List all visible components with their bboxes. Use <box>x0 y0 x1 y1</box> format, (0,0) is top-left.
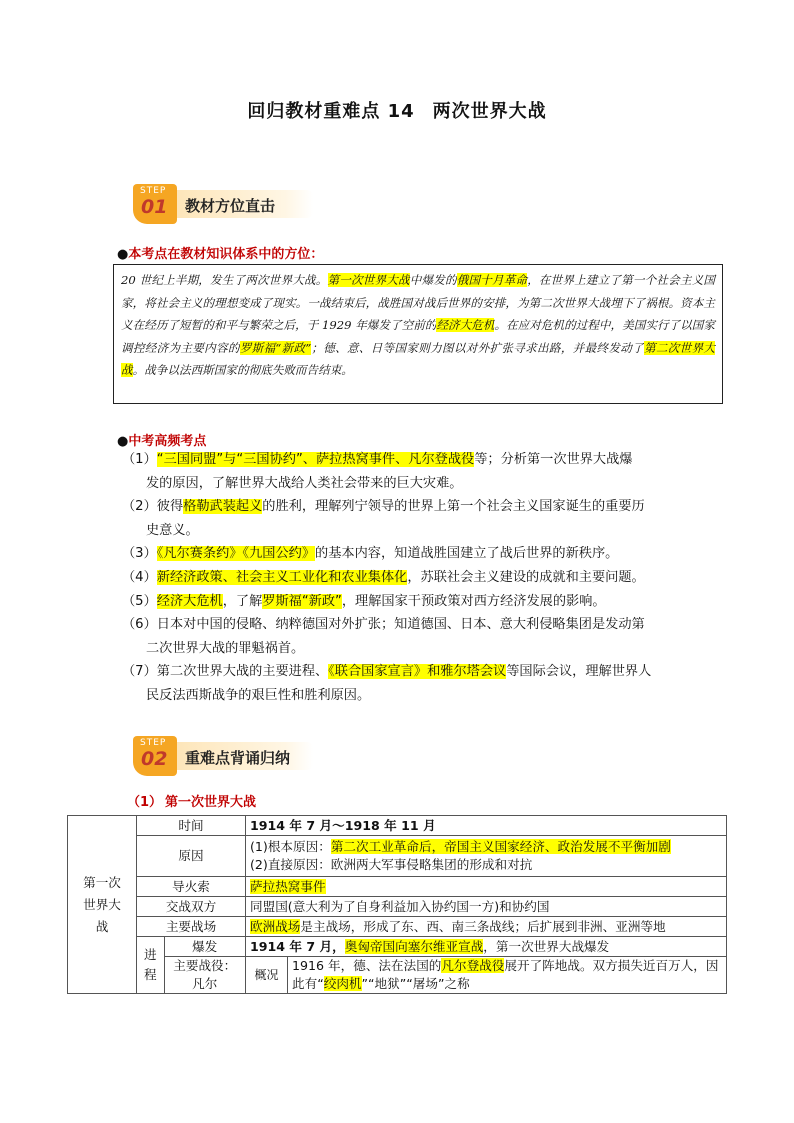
time-value: 1914 年 7 月～1918 年 11 月 <box>246 816 727 836</box>
fuse-value: 萨拉热窝事件 <box>250 878 326 894</box>
highlight: 凡尔登战役 <box>441 958 505 973</box>
highlight: 《联合国家宣言》和雅尔塔会议 <box>328 664 507 680</box>
text: 彼得 <box>156 499 184 515</box>
text: 民反法西斯战争的艰巨性和胜利原因。 <box>146 687 371 703</box>
text: ；德、意、日等国家则力图以对外扩张寻求出路，并最终发动了 <box>311 340 644 355</box>
list-item <box>122 566 702 590</box>
fuse-label: 导火索 <box>137 877 246 897</box>
step-number: 01 <box>141 196 168 218</box>
table-row <box>68 836 727 877</box>
row-head: 第一次世界大战 <box>83 874 121 934</box>
text: (1)根本原因： <box>250 839 331 854</box>
table-row <box>68 816 727 836</box>
fuse-value-cell <box>246 877 727 897</box>
highlight: “三国同盟”与“三国协约”、萨拉热窝事件、凡尔登战役 <box>156 452 475 467</box>
item-number: （3） <box>122 546 157 562</box>
list-item-cont <box>122 519 702 543</box>
text: 史意义。 <box>146 522 199 538</box>
cause-1 <box>250 838 722 856</box>
item-number: （7） <box>122 664 157 680</box>
highlight: 第二次世界大战 <box>121 340 715 378</box>
text: 中爆发的 <box>409 273 457 287</box>
highlight: 俄国十月革命 <box>456 273 528 287</box>
table-row <box>68 917 727 937</box>
position-heading-text: 本考点在教材知识体系中的方位： <box>128 247 324 262</box>
text: 展开了阵地战。双方损失近百万人，因此有“ <box>292 958 719 991</box>
overview-value <box>288 957 727 994</box>
freq-heading <box>117 430 206 449</box>
item-number: （5） <box>122 593 157 609</box>
text: 日本对中国的侵略、纳粹德国对外扩张；知道德国、日本、意大利侵略集团是发动第 <box>156 617 645 633</box>
text: ，了解 <box>222 593 263 609</box>
step-badge <box>133 184 177 224</box>
highlight: 第二次工业革命后，帝国主义国家经济、政治发展不平衡加剧 <box>330 839 671 854</box>
cause-value <box>246 836 727 877</box>
outbreak-value <box>246 937 727 957</box>
battlefield-value <box>246 917 727 937</box>
item-number: （2） <box>122 499 157 515</box>
position-heading <box>117 243 323 262</box>
section-1-title <box>127 791 256 810</box>
text: 等国际会议，理解世界人 <box>506 664 652 680</box>
text: 的基本内容，知道战胜国建立了战后世界的新秩序。 <box>315 546 619 562</box>
text: 第二次世界大战的主要进程、 <box>156 664 329 680</box>
text: 1916 年，德、法在法国的 <box>292 958 442 973</box>
cause-2: (2)直接原因：欧洲两大军事侵略集团的形成和对抗 <box>250 857 533 872</box>
text: 等；分析第一次世界大战爆 <box>474 452 633 467</box>
highlight: 第一次世界大战 <box>327 273 410 287</box>
step-01-header <box>133 184 318 224</box>
item-number: （4） <box>122 569 157 585</box>
text: 的胜利，理解列宁领导的世界上第一个社会主义国家诞生的重要历 <box>262 499 645 515</box>
text: 是主战场，形成了东、西、南三条战线；后扩展到非洲、亚洲等地 <box>300 918 666 934</box>
item-number: （1） <box>122 452 157 467</box>
step-label: 重难点背诵归纳 <box>185 749 291 767</box>
text: ”“地狱”“屠场”之称 <box>361 976 470 991</box>
list-item <box>122 613 702 637</box>
sides-value: 同盟国(意大利为了自身利益加入协约国一方)和协约国 <box>246 897 727 917</box>
ww1-table <box>67 815 727 994</box>
bullet-dot: ● <box>117 247 129 262</box>
step-word: STEP <box>140 186 167 196</box>
overview-label: 概况 <box>246 957 288 994</box>
highlight: 经济大危机 <box>156 593 223 609</box>
list-item <box>122 542 702 566</box>
table-row <box>68 937 727 957</box>
cause-label: 原因 <box>137 836 246 877</box>
table-row <box>68 897 727 917</box>
text: 。战争以法西斯国家的彻底失败而告结束。 <box>132 363 353 378</box>
text: 20 世纪上半期，发生了两次世界大战。 <box>121 273 328 287</box>
list-item <box>122 495 702 519</box>
item-number: （6） <box>122 617 157 633</box>
list-item <box>122 590 702 614</box>
section-title-text: 第一次世界大战 <box>165 795 257 810</box>
text: 1914 年 7 月， <box>250 938 345 954</box>
process-label: 进程 <box>143 947 157 982</box>
highlight: 罗斯福“新政” <box>262 593 342 609</box>
freq-heading-text: 中考高频考点 <box>128 434 207 449</box>
page-title <box>0 97 794 123</box>
sides-label: 交战双方 <box>137 897 246 917</box>
step-badge <box>133 736 177 776</box>
title-topic: 两次世界大战 <box>432 101 547 122</box>
section-number: （1） <box>127 795 163 810</box>
battle-label: 主要战役：凡尔 <box>173 958 237 991</box>
list-item-cont <box>122 684 702 708</box>
highlight: 《凡尔赛条约》《九国公约》 <box>156 546 316 562</box>
outbreak-label: 爆发 <box>164 937 246 957</box>
freq-list <box>122 448 702 708</box>
list-item <box>122 448 702 472</box>
highlight: 奥匈帝国向塞尔维亚宣战 <box>344 938 484 954</box>
text: 发的原因，了解世界大战给人类社会带来的巨大灾难。 <box>146 475 463 491</box>
highlight: 新经济政策、社会主义工业化和农业集体化 <box>156 569 408 585</box>
step-number: 02 <box>141 748 168 770</box>
highlight: 罗斯福“新政” <box>239 340 312 355</box>
step-label: 教材方位直击 <box>185 197 276 215</box>
position-text-box <box>113 264 723 404</box>
text: 。在应对危机的过程中，美国实行了以国家调控经济为主要内容的 <box>121 318 715 355</box>
highlight: 绞肉机 <box>323 976 362 991</box>
text: ，在世界上建立了第一个社会主义国家，将社会主义的理想变成了现实。一战结束后，战胜国对战后世界的安排，为第二次世界大战埋下了祸根。资本主义在经历了短暂的和平与繁荣之后，于 1929 年爆发了空前的 <box>121 273 715 333</box>
battlefield-label: 主要战场 <box>137 917 246 937</box>
table-row <box>68 877 727 897</box>
highlight: 欧洲战场 <box>250 918 301 934</box>
row-head-cell <box>68 816 137 994</box>
text: ，理解国家干预政策对西方经济发展的影响。 <box>341 593 606 609</box>
battle-label-cell <box>164 957 246 994</box>
list-item-cont <box>122 472 702 496</box>
list-item <box>122 660 702 684</box>
process-label-cell <box>137 937 165 994</box>
step-word: STEP <box>140 738 167 748</box>
text: ，第一次世界大战爆发 <box>483 938 610 954</box>
title-main: 回归教材重难点 14 <box>247 101 415 122</box>
highlight: 经济大危机 <box>436 318 495 333</box>
time-label: 时间 <box>137 816 246 836</box>
bullet-dot: ● <box>117 434 129 449</box>
step-02-header <box>133 736 318 776</box>
list-item-cont <box>122 637 702 661</box>
text: ，苏联社会主义建设的成就和主要问题。 <box>407 569 645 585</box>
highlight: 格勒武装起义 <box>183 499 263 515</box>
text: 二次世界大战的罪魁祸首。 <box>146 640 305 656</box>
